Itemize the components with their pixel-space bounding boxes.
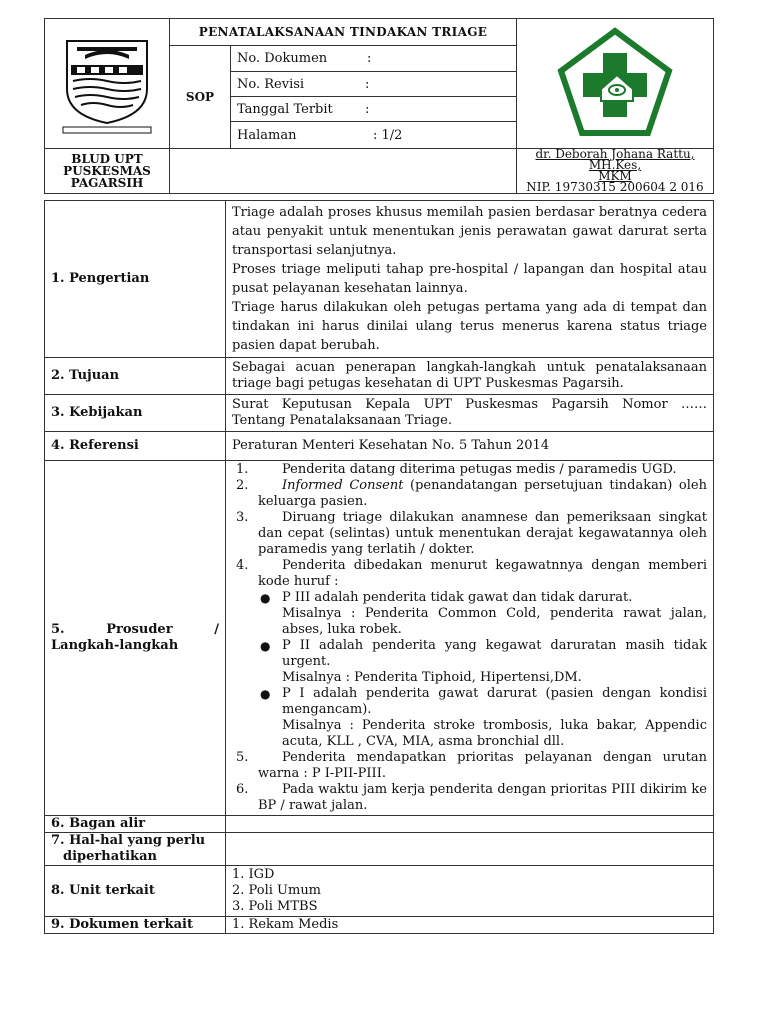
label-dokumen-terkait: 9. Dokumen terkait [45, 917, 226, 934]
document-title: PENATALAKSANAAN TINDAKAN TRIAGE [170, 19, 517, 46]
label-pengertian: 1. Pengertian [45, 201, 226, 358]
bullet-icon: ● [260, 639, 271, 653]
label-tujuan: 2. Tujuan [45, 358, 226, 395]
label-bagan-alir: 6. Bagan alir [45, 816, 226, 833]
step-5: 5. Penderita mendapatkan prioritas pelayanan dengan urutan warna : P I-PII-PIII. [236, 750, 707, 781]
left-logo-cell [45, 19, 170, 149]
row-referensi [45, 432, 714, 461]
label-kebijakan: 3. Kebijakan [45, 395, 226, 432]
pengertian-paragraph-2: Proses triage meliputi tahap pre-hospital / lapangan dan hospital atau pusat pelayanan kesehatan lainnya. [232, 262, 707, 296]
right-logo-cell [517, 19, 714, 149]
row-hal-hal [45, 833, 714, 866]
unit-item: 1. IGD [232, 867, 275, 882]
value-tujuan: Sebagai acuan penerapan langkah-langkah untuk penatalaksanaan triage bagi petugas kesehatan di UPT Puskesmas Pagarsih. [226, 358, 714, 395]
sop-content-table [44, 200, 714, 934]
value-prosedur [226, 461, 714, 816]
row-pengertian [45, 201, 714, 358]
step-3: 3. Diruang triage dilakukan anamnese dan pemeriksaan singkat dan cepat (selintas) untuk menentukan derajat kegawatannya oleh paramedis yang terlatih / dokter. [236, 510, 707, 557]
bullet-p2: ● P II adalah penderita yang kegawat daruratan masih tidak urgent. Misalnya : Penderita Tiphoid, Hipertensi,DM. [260, 638, 707, 685]
row-tujuan [45, 358, 714, 395]
bullet-icon: ● [260, 687, 271, 701]
unit-item: 2. Poli Umum [232, 883, 322, 898]
value-bagan-alir [226, 816, 714, 833]
puskesmas-logo [555, 27, 675, 137]
header-table [44, 18, 714, 194]
label-referensi: 4. Referensi [45, 432, 226, 461]
signatory: dr. Deborah Johana Rattu, MH.Kes, MKM NIP. 19730315 200604 2 016 [517, 149, 714, 194]
value-pengertian [226, 201, 714, 358]
pengertian-paragraph-3: Triage harus dilakukan oleh petugas pertama yang ada di tempat dan tindakan ini harus dinilai ulang terus menerus karena status triage pasien dapat berubah. [232, 300, 707, 353]
row-dokumen-terkait [45, 917, 714, 934]
organization-name: BLUD UPT PUSKESMAS PAGARSIH [45, 149, 170, 194]
meta-halaman: Halaman : 1/2 [231, 122, 517, 149]
header-empty-cell [170, 149, 517, 194]
bullet-p3: ● P III adalah penderita tidak gawat dan tidak darurat. Misalnya : Penderita Common Cold, penderita rawat jalan, abses, luka robek. [260, 590, 707, 637]
value-kebijakan: Surat Keputusan Kepala UPT Puskesmas Pagarsih Nomor …… Tentang Penatalaksanaan Triage. [226, 395, 714, 432]
value-dokumen-terkait: 1. Rekam Medis [226, 917, 714, 934]
bullet-icon: ● [260, 591, 271, 605]
meta-tanggal-terbit: Tanggal Terbit : [231, 97, 517, 122]
row-kebijakan [45, 395, 714, 432]
step-2: 2. Informed Consent (penandatangan persetujuan tindakan) oleh keluarga pasien. [236, 478, 707, 509]
step-6: 6. Pada waktu jam kerja penderita dengan prioritas PIII dikirim ke BP / rawat jalan. [236, 782, 707, 813]
label-prosedur: 5. Prosuder / Langkah-langkah [45, 461, 226, 816]
label-unit-terkait: 8. Unit terkait [45, 866, 226, 917]
row-prosedur [45, 461, 714, 816]
city-seal-logo [45, 19, 169, 145]
value-hal-hal [226, 833, 714, 866]
meta-no-revisi: No. Revisi : [231, 72, 517, 97]
pengertian-paragraph-1: Triage adalah proses khusus memilah pasien berdasar beratnya cedera atau penyakit untuk menentukan jenis perawatan gawat darurat serta transportasi selanjutnya. [232, 205, 707, 258]
value-referensi: Peraturan Menteri Kesehatan No. 5 Tahun 2014 [226, 432, 714, 461]
row-bagan-alir [45, 816, 714, 833]
row-unit-terkait [45, 866, 714, 917]
step-4: 4. Penderita dibedakan menurut kegawatnnya dengan memberi kode huruf : [236, 558, 707, 589]
value-unit-terkait [226, 866, 714, 917]
step-1: 1. Penderita datang diterima petugas medis / paramedis UGD. [236, 462, 677, 477]
label-hal-hal: 7. Hal-hal yang perlu diperhatikan [45, 833, 226, 866]
bullet-p1: ● P I adalah penderita gawat darurat (pasien dengan kondisi mengancam). Misalnya : Penderita stroke trombosis, luka bakar, Appendic acuta, KLL , CVA, MIA, asma bronchial dll. [260, 686, 707, 749]
meta-no-dokumen: No. Dokumen : [231, 46, 517, 72]
sop-label: SOP [170, 46, 231, 149]
unit-item: 3. Poli MTBS [232, 899, 318, 914]
